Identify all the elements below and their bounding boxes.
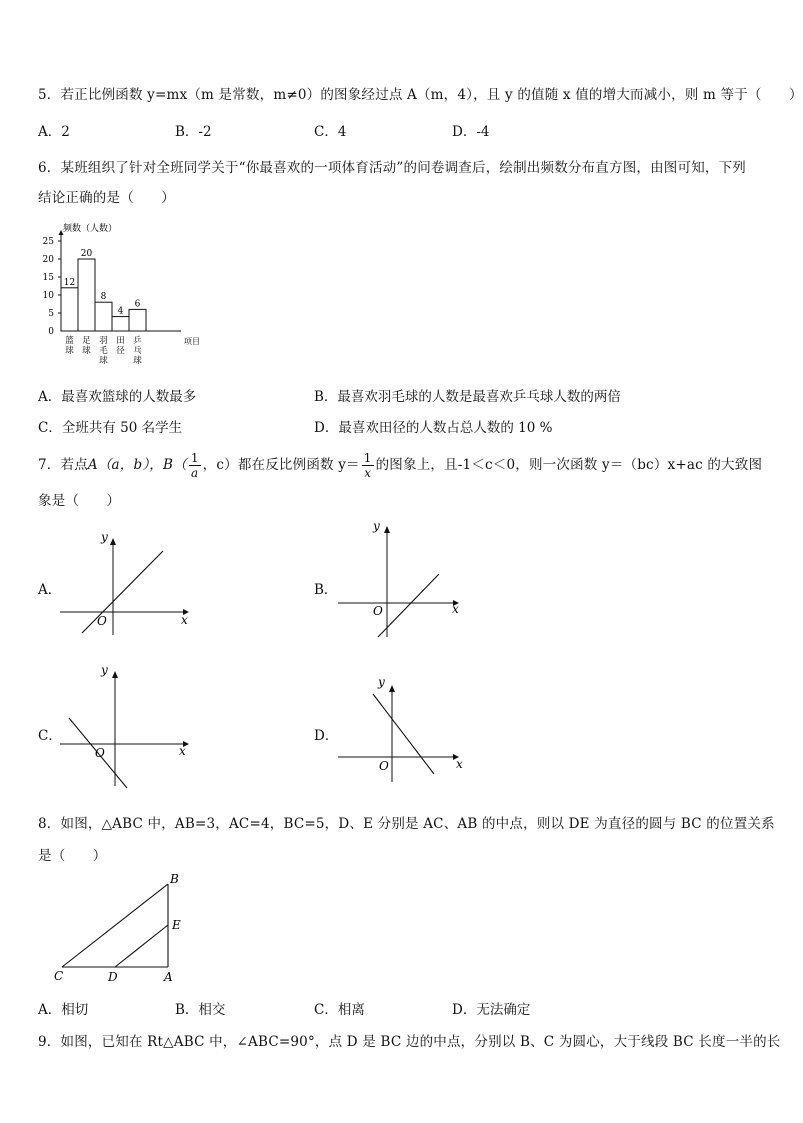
chart-ylabel: 频数（人数） <box>63 224 118 234</box>
chart-data-label: 6 <box>134 299 141 310</box>
svg-text:x: x <box>452 602 459 616</box>
chart-bar <box>129 309 146 331</box>
chart-bar <box>61 288 78 331</box>
q8-stem-line1: 8．如图，△ABC 中，AB=3，AC=4，BC=5，D、E 分别是 AC、AB 的中点，则以 DE 为直径的圆与 BC 的位置关系 <box>38 816 775 832</box>
chart-ytick-label: 0 <box>48 327 54 337</box>
q7-fraction-1-over-a: $\frac{1}{a}$ <box>190 451 199 480</box>
q8-stem-line2: 是（ ） <box>38 848 107 864</box>
q6-stem-line2: 结论正确的是（ ） <box>38 190 175 206</box>
label-d: D <box>108 970 118 984</box>
svg-text:y: y <box>378 675 385 689</box>
q7-option-c[interactable]: C． <box>38 728 62 744</box>
chart-ytick-label: 10 <box>42 291 54 301</box>
chart-category-label: 径 <box>116 346 125 356</box>
svg-text:y: y <box>101 663 108 677</box>
q7-stem-line2: 象是（ ） <box>38 493 121 509</box>
q6-option-a[interactable]: A．最喜欢篮球的人数最多 <box>38 389 197 405</box>
q7-points-ab: A（a，b），B（ <box>87 457 187 473</box>
q5-option-d[interactable]: D．-4 <box>452 124 490 140</box>
q8-option-b[interactable]: B．相交 <box>175 1002 226 1018</box>
chart-bar <box>95 302 112 331</box>
q7-stem-line1 <box>38 451 762 480</box>
q7-option-d[interactable]: D． <box>314 728 339 744</box>
label-e: E <box>172 918 181 932</box>
chart-xlabel: 项目 <box>184 337 200 346</box>
q8-triangle-diagram <box>50 868 200 988</box>
svg-text:O: O <box>95 746 105 760</box>
chart-category-label: 篮 <box>65 336 74 346</box>
svg-text:O: O <box>97 614 107 628</box>
q7-stem-a: 7．若点 <box>38 457 88 473</box>
q5-option-c[interactable]: C．4 <box>314 124 347 140</box>
q7-stem-b: ，c）都在反比例函数 y＝ <box>202 457 360 473</box>
chart-category-label: 乒 <box>133 336 142 346</box>
chart-data-label: 8 <box>100 292 107 303</box>
svg-text:O: O <box>373 604 383 618</box>
q9-stem-line1: 9．如图，已知在 Rt△ABC 中，∠ABC=90°，点 D 是 BC 边的中点，分别以 B、C 为圆心，大于线段 BC 长度一半的长 <box>38 1034 781 1050</box>
q8-option-a[interactable]: A．相切 <box>38 1002 89 1018</box>
chart-category-label: 球 <box>99 356 108 366</box>
q8-option-d[interactable]: D．无法确定 <box>452 1002 531 1018</box>
segment-de <box>115 925 168 967</box>
svg-text:x: x <box>181 613 188 627</box>
q7-option-a[interactable]: A． <box>38 582 62 598</box>
label-b: B <box>170 872 179 886</box>
chart-data-label: 12 <box>63 277 76 288</box>
chart-data-label: 4 <box>117 306 124 317</box>
svg-text:O: O <box>379 759 389 773</box>
q7-graph-c[interactable] <box>55 660 200 790</box>
chart-ytick-label: 5 <box>48 309 54 319</box>
q6-histogram <box>44 218 224 378</box>
segment-cb <box>62 884 168 967</box>
q6-option-d[interactable]: D．最喜欢田径的人数占总人数的 10 % <box>314 420 553 436</box>
label-c: C <box>54 969 64 983</box>
q7-graph-b[interactable] <box>335 515 475 640</box>
chart-ytick-label: 25 <box>42 237 54 247</box>
chart-category-label: 田 <box>116 336 125 346</box>
chart-bar <box>112 317 129 331</box>
q7-fraction-1-over-x: $\frac{1}{x}$ <box>363 451 372 480</box>
q6-option-b[interactable]: B．最喜欢羽毛球的人数是最喜欢乒乓球人数的两倍 <box>314 389 621 405</box>
chart-category-label: 球 <box>65 346 74 356</box>
chart-category-label: 足 <box>82 336 91 346</box>
q7-option-b[interactable]: B． <box>314 582 338 598</box>
q8-option-c[interactable]: C．相离 <box>314 1002 365 1018</box>
chart-category-label: 毛 <box>99 346 108 356</box>
label-a: A <box>164 970 173 984</box>
chart-category-label: 乓 <box>133 346 142 356</box>
svg-text:y: y <box>373 519 380 533</box>
chart-category-label: 球 <box>82 346 91 356</box>
q6-option-c[interactable]: C．全班共有 50 名学生 <box>38 420 183 436</box>
svg-text:x: x <box>179 744 186 758</box>
chart-ytick-label: 20 <box>42 255 54 265</box>
svg-text:y: y <box>101 530 108 544</box>
chart-bar <box>78 259 95 331</box>
q6-stem-line1: 6．某班组织了针对全班同学关于“你最喜欢的一项体育活动”的问卷调查后，绘制出频数分布直方图，由图可知，下列 <box>38 160 746 176</box>
chart-data-label: 20 <box>80 249 93 259</box>
q7-graph-a[interactable] <box>55 525 200 640</box>
chart-category-label: 球 <box>133 356 142 366</box>
q5-option-a[interactable]: A．2 <box>38 124 70 140</box>
q7-graph-d[interactable] <box>335 670 475 785</box>
chart-ytick-label: 15 <box>42 273 54 283</box>
q5-option-b[interactable]: B．-2 <box>175 124 212 140</box>
svg-text:x: x <box>456 757 463 771</box>
q5-stem: 5．若正比例函数 y=mx（m 是常数，m≠0）的图象经过点 A（m，4），且 y 的值随 x 值的增大而减小，则 m 等于（ ） <box>38 87 803 103</box>
chart-category-label: 羽 <box>99 336 108 346</box>
q7-stem-c: 的图象上，且-1＜c＜0，则一次函数 y＝（bc）x+ac 的大致图 <box>375 457 763 473</box>
